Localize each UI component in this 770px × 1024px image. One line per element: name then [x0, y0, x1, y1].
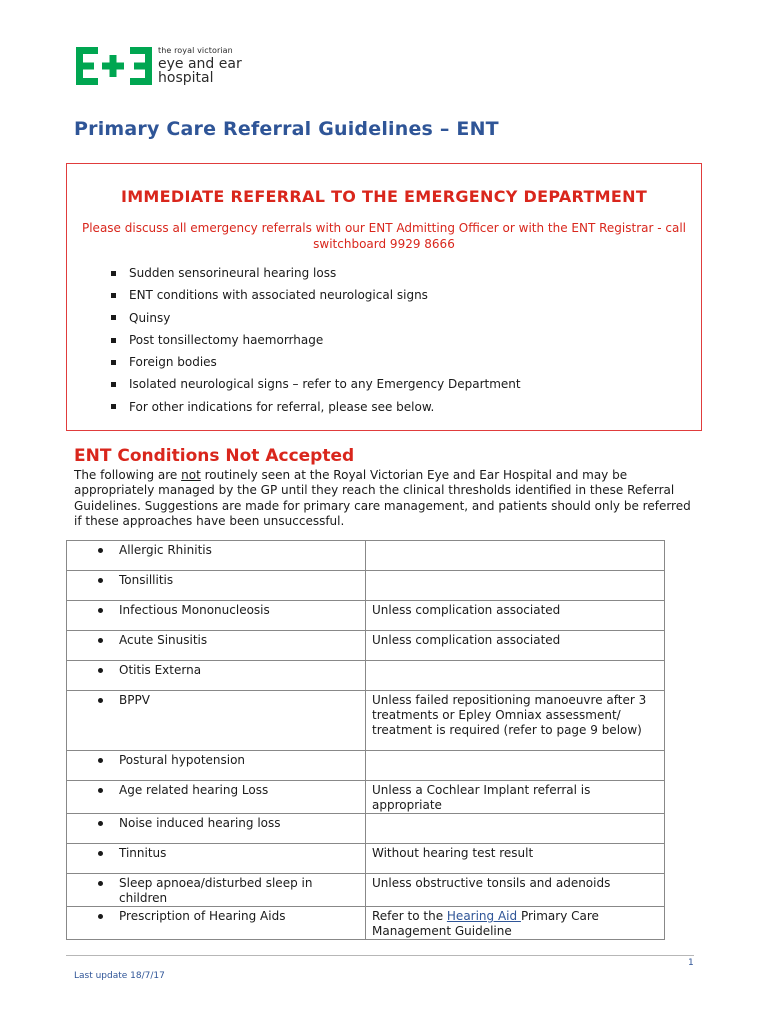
intro-paragraph [74, 468, 694, 529]
note-cell [366, 751, 665, 781]
emergency-item-text: ENT conditions with associated neurological signs [129, 288, 428, 303]
condition-cell [67, 844, 366, 874]
condition-cell [67, 601, 366, 631]
square-bullet-icon [111, 293, 116, 298]
table-row [67, 601, 665, 631]
bullet-icon [98, 758, 103, 763]
emergency-referral-box [66, 163, 702, 431]
logo-wordmark [158, 47, 242, 85]
bullet-icon [98, 578, 103, 583]
square-bullet-icon [111, 360, 116, 365]
emergency-item-text: For other indications for referral, please see below. [129, 399, 435, 414]
condition-text: BPPV [119, 693, 150, 707]
note-text: Primary Care Management Guideline [372, 909, 599, 938]
emergency-item-text: Isolated neurological signs – refer to any Emergency Department [129, 377, 521, 392]
intro-emphasis: not [181, 468, 201, 482]
condition-cell [67, 907, 366, 940]
condition-text: Sleep apnoea/disturbed sleep in children [119, 876, 313, 905]
last-update: Last update 18/7/17 [74, 971, 165, 981]
emergency-item [111, 373, 701, 395]
table-row [67, 691, 665, 751]
note-cell: Unless a Cochlear Implant referral is appropriate [366, 781, 665, 814]
intro-text: The following are [74, 468, 182, 482]
condition-cell [67, 814, 366, 844]
note-cell: Unless failed repositioning manoeuvre after 3 treatments or Epley Omniax assessment/ treatment is required (refer to page 9 below) [366, 691, 665, 751]
condition-text: Age related hearing Loss [119, 783, 269, 797]
intro-text: routinely seen at the Royal Victorian Eye and Ear Hospital and may be appropriately managed by the GP until they reach the clinical thresholds identified in these Referral Guidelines. Suggestions are made for primary care management, and patients should only be referred if these approaches have been unsuccessful. [74, 468, 691, 528]
bullet-icon [98, 881, 103, 886]
table-row [67, 781, 665, 814]
emergency-item-text: Foreign bodies [129, 355, 217, 370]
condition-cell [67, 874, 366, 907]
condition-text: Allergic Rhinitis [119, 543, 212, 557]
emergency-item [111, 329, 701, 351]
emergency-item [111, 284, 701, 306]
table-row [67, 874, 665, 907]
logo-line-2: eye and ear [158, 56, 242, 72]
eye-ear-logo-icon [76, 47, 152, 85]
table-row [67, 661, 665, 691]
note-cell [366, 907, 665, 940]
note-cell [366, 571, 665, 601]
condition-text: Postural hypotension [119, 753, 246, 767]
note-cell: Unless complication associated [366, 631, 665, 661]
page-number: 1 [688, 958, 694, 968]
bullet-icon [98, 698, 103, 703]
emergency-note: Please discuss all emergency referrals with our ENT Admitting Officer or with the ENT Registrar - call switchboard 9929 8666 [81, 221, 686, 251]
hearing-aid-link[interactable]: Hearing Aid [446, 909, 521, 923]
table-row [67, 907, 665, 940]
note-cell: Without hearing test result [366, 844, 665, 874]
condition-text: Acute Sinusitis [119, 633, 208, 647]
bullet-icon [98, 638, 103, 643]
square-bullet-icon [111, 382, 116, 387]
condition-text: Noise induced hearing loss [119, 816, 281, 830]
condition-text: Prescription of Hearing Aids [119, 909, 286, 923]
logo-line-1: the royal victorian [158, 46, 233, 55]
note-cell: Unless complication associated [366, 601, 665, 631]
table-row [67, 631, 665, 661]
emergency-item-text: Quinsy [129, 310, 171, 325]
page-title: Primary Care Referral Guidelines – ENT [74, 118, 499, 140]
emergency-item [111, 307, 701, 329]
emergency-item [111, 262, 701, 284]
section-heading: ENT Conditions Not Accepted [74, 446, 355, 466]
table-row [67, 541, 665, 571]
bullet-icon [98, 851, 103, 856]
bullet-icon [98, 668, 103, 673]
condition-cell [67, 751, 366, 781]
bullet-icon [98, 788, 103, 793]
condition-cell [67, 571, 366, 601]
note-cell [366, 661, 665, 691]
condition-text: Tinnitus [119, 846, 167, 860]
condition-cell [67, 631, 366, 661]
square-bullet-icon [111, 404, 116, 409]
emergency-heading: IMMEDIATE REFERRAL TO THE EMERGENCY DEPARTMENT [120, 187, 648, 206]
emergency-list [67, 262, 701, 418]
square-bullet-icon [111, 315, 116, 320]
note-cell [366, 814, 665, 844]
logo-line-3: hospital [158, 70, 214, 86]
bullet-icon [98, 608, 103, 613]
hospital-logo [76, 46, 242, 86]
table-row [67, 814, 665, 844]
condition-cell [67, 661, 366, 691]
condition-text: Infectious Mononucleosis [119, 603, 270, 617]
bullet-icon [98, 548, 103, 553]
condition-cell [67, 781, 366, 814]
table-row [67, 844, 665, 874]
square-bullet-icon [111, 338, 116, 343]
emergency-item [111, 351, 701, 373]
square-bullet-icon [111, 271, 116, 276]
note-cell: Unless obstructive tonsils and adenoids [366, 874, 665, 907]
condition-text: Tonsillitis [119, 573, 174, 587]
condition-cell [67, 691, 366, 751]
bullet-icon [98, 821, 103, 826]
note-cell [366, 541, 665, 571]
table-row [67, 751, 665, 781]
condition-cell [67, 541, 366, 571]
note-text: Refer to the [372, 909, 447, 923]
emergency-item [111, 396, 701, 418]
table-row [67, 571, 665, 601]
condition-text: Otitis Externa [119, 663, 202, 677]
footer-divider [66, 955, 694, 956]
conditions-table [66, 540, 665, 940]
bullet-icon [98, 914, 103, 919]
emergency-item-text: Post tonsillectomy haemorrhage [129, 332, 324, 347]
emergency-item-text: Sudden sensorineural hearing loss [129, 266, 337, 280]
